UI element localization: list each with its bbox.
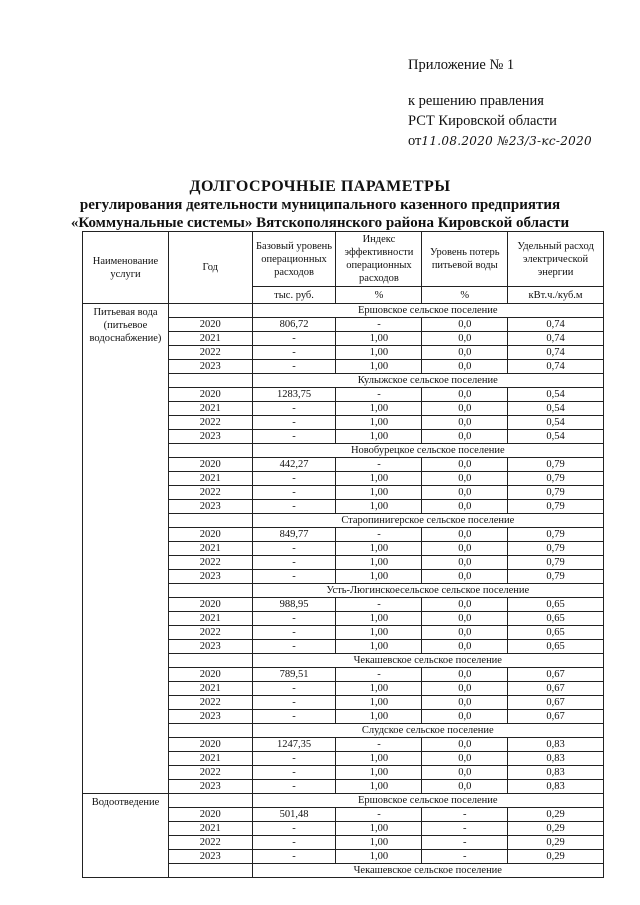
cell-base: -: [252, 360, 336, 374]
document-title: [0, 178, 640, 232]
settlement-name: Слудское сельское поселение: [252, 724, 603, 738]
cell-loss: 0,0: [422, 416, 508, 430]
cell-index: 1,00: [336, 500, 422, 514]
cell-year: 2021: [168, 542, 252, 556]
cell-energy: 0,74: [508, 346, 604, 360]
cell-loss: 0,0: [422, 402, 508, 416]
cell-energy: 0,54: [508, 430, 604, 444]
unit-loss: %: [422, 287, 508, 304]
cell-index: 1,00: [336, 360, 422, 374]
table-body: [83, 304, 604, 878]
cell-index: 1,00: [336, 556, 422, 570]
cell-base: -: [252, 626, 336, 640]
cell-energy: 0,79: [508, 570, 604, 584]
cell-base: -: [252, 682, 336, 696]
cell-energy: 0,79: [508, 556, 604, 570]
appendix-decision: к решению правления: [408, 93, 544, 109]
cell-index: 1,00: [336, 682, 422, 696]
cell-year: 2020: [168, 668, 252, 682]
cell-base: -: [252, 766, 336, 780]
year-cell-empty: [168, 304, 252, 318]
cell-year: 2020: [168, 808, 252, 822]
settlement-name: Чекашевское сельское поселение: [252, 654, 603, 668]
cell-base: -: [252, 640, 336, 654]
cell-loss: 0,0: [422, 752, 508, 766]
cell-loss: 0,0: [422, 626, 508, 640]
cell-energy: 0,54: [508, 402, 604, 416]
cell-loss: -: [422, 822, 508, 836]
cell-base: -: [252, 612, 336, 626]
cell-base: 849,77: [252, 528, 336, 542]
cell-base: 988,95: [252, 598, 336, 612]
cell-loss: 0,0: [422, 780, 508, 794]
cell-energy: 0,54: [508, 416, 604, 430]
handwritten-date-number: 11.08.2020 №23/3-кс-2020: [421, 134, 592, 148]
cell-index: -: [336, 318, 422, 332]
cell-index: 1,00: [336, 626, 422, 640]
title-line-3: «Коммунальные системы» Вятскополянского района Кировской области: [70, 215, 570, 231]
year-cell-empty: [168, 584, 252, 598]
unit-base: тыс. руб.: [252, 287, 336, 304]
appendix-block: [408, 55, 592, 151]
header-service: Наименование услуги: [83, 232, 169, 304]
cell-loss: 0,0: [422, 472, 508, 486]
cell-energy: 0,29: [508, 850, 604, 864]
cell-index: -: [336, 808, 422, 822]
cell-year: 2021: [168, 472, 252, 486]
cell-energy: 0,74: [508, 318, 604, 332]
cell-index: 1,00: [336, 780, 422, 794]
cell-loss: 0,0: [422, 332, 508, 346]
cell-energy: 0,67: [508, 696, 604, 710]
cell-index: 1,00: [336, 332, 422, 346]
cell-year: 2021: [168, 682, 252, 696]
cell-energy: 0,83: [508, 766, 604, 780]
service-name: Питьевая вода (питьевое водоснабжение): [83, 304, 169, 794]
cell-year: 2023: [168, 640, 252, 654]
cell-loss: 0,0: [422, 500, 508, 514]
cell-year: 2022: [168, 556, 252, 570]
cell-loss: 0,0: [422, 612, 508, 626]
cell-index: 1,00: [336, 570, 422, 584]
cell-base: -: [252, 430, 336, 444]
cell-index: 1,00: [336, 542, 422, 556]
cell-loss: 0,0: [422, 360, 508, 374]
cell-base: -: [252, 486, 336, 500]
cell-year: 2023: [168, 850, 252, 864]
cell-year: 2021: [168, 822, 252, 836]
appendix-authority: РСТ Кировской области: [408, 113, 557, 129]
cell-year: 2020: [168, 738, 252, 752]
cell-year: 2023: [168, 710, 252, 724]
cell-base: 442,27: [252, 458, 336, 472]
cell-base: -: [252, 542, 336, 556]
cell-energy: 0,67: [508, 710, 604, 724]
cell-base: -: [252, 570, 336, 584]
cell-index: 1,00: [336, 752, 422, 766]
cell-base: -: [252, 416, 336, 430]
header-base: Базовый уровень операционных расходов: [252, 232, 336, 287]
cell-year: 2023: [168, 570, 252, 584]
cell-energy: 0,67: [508, 668, 604, 682]
year-cell-empty: [168, 864, 252, 878]
cell-index: -: [336, 738, 422, 752]
cell-year: 2023: [168, 500, 252, 514]
cell-base: -: [252, 850, 336, 864]
cell-energy: 0,83: [508, 752, 604, 766]
cell-index: 1,00: [336, 402, 422, 416]
cell-year: 2020: [168, 318, 252, 332]
cell-loss: 0,0: [422, 556, 508, 570]
year-cell-empty: [168, 444, 252, 458]
cell-index: 1,00: [336, 486, 422, 500]
year-cell-empty: [168, 794, 252, 808]
cell-base: -: [252, 346, 336, 360]
cell-year: 2022: [168, 486, 252, 500]
cell-index: 1,00: [336, 850, 422, 864]
cell-energy: 0,65: [508, 640, 604, 654]
cell-year: 2021: [168, 752, 252, 766]
cell-base: -: [252, 836, 336, 850]
cell-year: 2021: [168, 612, 252, 626]
year-cell-empty: [168, 654, 252, 668]
cell-index: 1,00: [336, 346, 422, 360]
cell-index: 1,00: [336, 416, 422, 430]
cell-loss: 0,0: [422, 766, 508, 780]
cell-year: 2022: [168, 836, 252, 850]
settlement-name: Старопинигерское сельское поселение: [252, 514, 603, 528]
header-loss: Уровень потерь питьевой воды: [422, 232, 508, 287]
cell-energy: 0,79: [508, 486, 604, 500]
cell-base: -: [252, 556, 336, 570]
cell-loss: -: [422, 850, 508, 864]
cell-loss: 0,0: [422, 682, 508, 696]
appendix-date-prefix: от: [408, 133, 422, 149]
settlement-name: Чекашевское сельское поселение: [252, 864, 603, 878]
cell-base: -: [252, 472, 336, 486]
cell-year: 2020: [168, 598, 252, 612]
header-energy: Удельный расход электрической энергии: [508, 232, 604, 287]
cell-index: 1,00: [336, 430, 422, 444]
settlement-row: [83, 304, 604, 318]
cell-year: 2022: [168, 696, 252, 710]
cell-base: -: [252, 500, 336, 514]
cell-energy: 0,79: [508, 472, 604, 486]
cell-energy: 0,29: [508, 822, 604, 836]
cell-year: 2020: [168, 528, 252, 542]
unit-energy: кВт.ч./куб.м: [508, 287, 604, 304]
cell-index: 1,00: [336, 640, 422, 654]
cell-index: -: [336, 388, 422, 402]
cell-energy: 0,74: [508, 332, 604, 346]
cell-year: 2023: [168, 430, 252, 444]
cell-index: 1,00: [336, 836, 422, 850]
cell-year: 2023: [168, 780, 252, 794]
cell-energy: 0,79: [508, 542, 604, 556]
cell-base: -: [252, 332, 336, 346]
cell-year: 2020: [168, 388, 252, 402]
cell-energy: 0,74: [508, 360, 604, 374]
cell-loss: 0,0: [422, 598, 508, 612]
cell-base: -: [252, 780, 336, 794]
cell-year: 2021: [168, 332, 252, 346]
cell-energy: 0,79: [508, 458, 604, 472]
cell-loss: 0,0: [422, 346, 508, 360]
cell-base: -: [252, 710, 336, 724]
cell-year: 2022: [168, 766, 252, 780]
cell-energy: 0,29: [508, 836, 604, 850]
cell-loss: -: [422, 836, 508, 850]
cell-base: 1283,75: [252, 388, 336, 402]
cell-energy: 0,79: [508, 500, 604, 514]
cell-year: 2022: [168, 346, 252, 360]
cell-base: 789,51: [252, 668, 336, 682]
cell-index: 1,00: [336, 472, 422, 486]
cell-loss: 0,0: [422, 738, 508, 752]
cell-index: 1,00: [336, 822, 422, 836]
cell-energy: 0,83: [508, 738, 604, 752]
cell-year: 2021: [168, 402, 252, 416]
cell-energy: 0,65: [508, 598, 604, 612]
cell-loss: 0,0: [422, 668, 508, 682]
cell-loss: 0,0: [422, 542, 508, 556]
title-line-1: ДОЛГОСРОЧНЫЕ ПАРАМЕТРЫ: [189, 178, 451, 195]
unit-index: %: [336, 287, 422, 304]
parameters-table: [82, 231, 604, 878]
settlement-row: [83, 794, 604, 808]
cell-base: 806,72: [252, 318, 336, 332]
header-index: Индекс эффективности операционных расходов: [336, 232, 422, 287]
cell-index: -: [336, 668, 422, 682]
settlement-name: Новобурецкое сельское поселение: [252, 444, 603, 458]
cell-loss: 0,0: [422, 570, 508, 584]
cell-index: 1,00: [336, 696, 422, 710]
settlement-name: Кулыжское сельское поселение: [252, 374, 603, 388]
cell-year: 2023: [168, 360, 252, 374]
cell-loss: 0,0: [422, 696, 508, 710]
cell-year: 2022: [168, 416, 252, 430]
cell-loss: -: [422, 808, 508, 822]
cell-loss: 0,0: [422, 318, 508, 332]
settlement-name: Ершовское сельское поселение: [252, 304, 603, 318]
cell-index: -: [336, 458, 422, 472]
cell-energy: 0,83: [508, 780, 604, 794]
cell-energy: 0,65: [508, 612, 604, 626]
cell-loss: 0,0: [422, 710, 508, 724]
appendix-number: Приложение № 1: [408, 57, 515, 73]
year-cell-empty: [168, 724, 252, 738]
service-name: Водоотведение: [83, 794, 169, 878]
cell-index: 1,00: [336, 612, 422, 626]
cell-loss: 0,0: [422, 486, 508, 500]
cell-year: 2022: [168, 626, 252, 640]
cell-energy: 0,79: [508, 528, 604, 542]
cell-loss: 0,0: [422, 528, 508, 542]
cell-base: 501,48: [252, 808, 336, 822]
cell-base: 1247,35: [252, 738, 336, 752]
cell-index: 1,00: [336, 766, 422, 780]
cell-loss: 0,0: [422, 458, 508, 472]
cell-index: -: [336, 528, 422, 542]
appendix-date: [408, 131, 592, 151]
settlement-name: Ершовское сельское поселение: [252, 794, 603, 808]
cell-energy: 0,54: [508, 388, 604, 402]
cell-energy: 0,65: [508, 626, 604, 640]
cell-base: -: [252, 752, 336, 766]
cell-index: -: [336, 598, 422, 612]
cell-loss: 0,0: [422, 430, 508, 444]
cell-year: 2020: [168, 458, 252, 472]
title-line-2: регулирования деятельности муниципального казенного предприятия: [79, 197, 561, 213]
cell-base: -: [252, 696, 336, 710]
cell-base: -: [252, 822, 336, 836]
cell-loss: 0,0: [422, 388, 508, 402]
settlement-name: Усть-Люгинскоесельское сельское поселение: [252, 584, 603, 598]
header-year: Год: [168, 232, 252, 304]
cell-index: 1,00: [336, 710, 422, 724]
cell-loss: 0,0: [422, 640, 508, 654]
year-cell-empty: [168, 514, 252, 528]
cell-energy: 0,29: [508, 808, 604, 822]
cell-base: -: [252, 402, 336, 416]
year-cell-empty: [168, 374, 252, 388]
cell-energy: 0,67: [508, 682, 604, 696]
